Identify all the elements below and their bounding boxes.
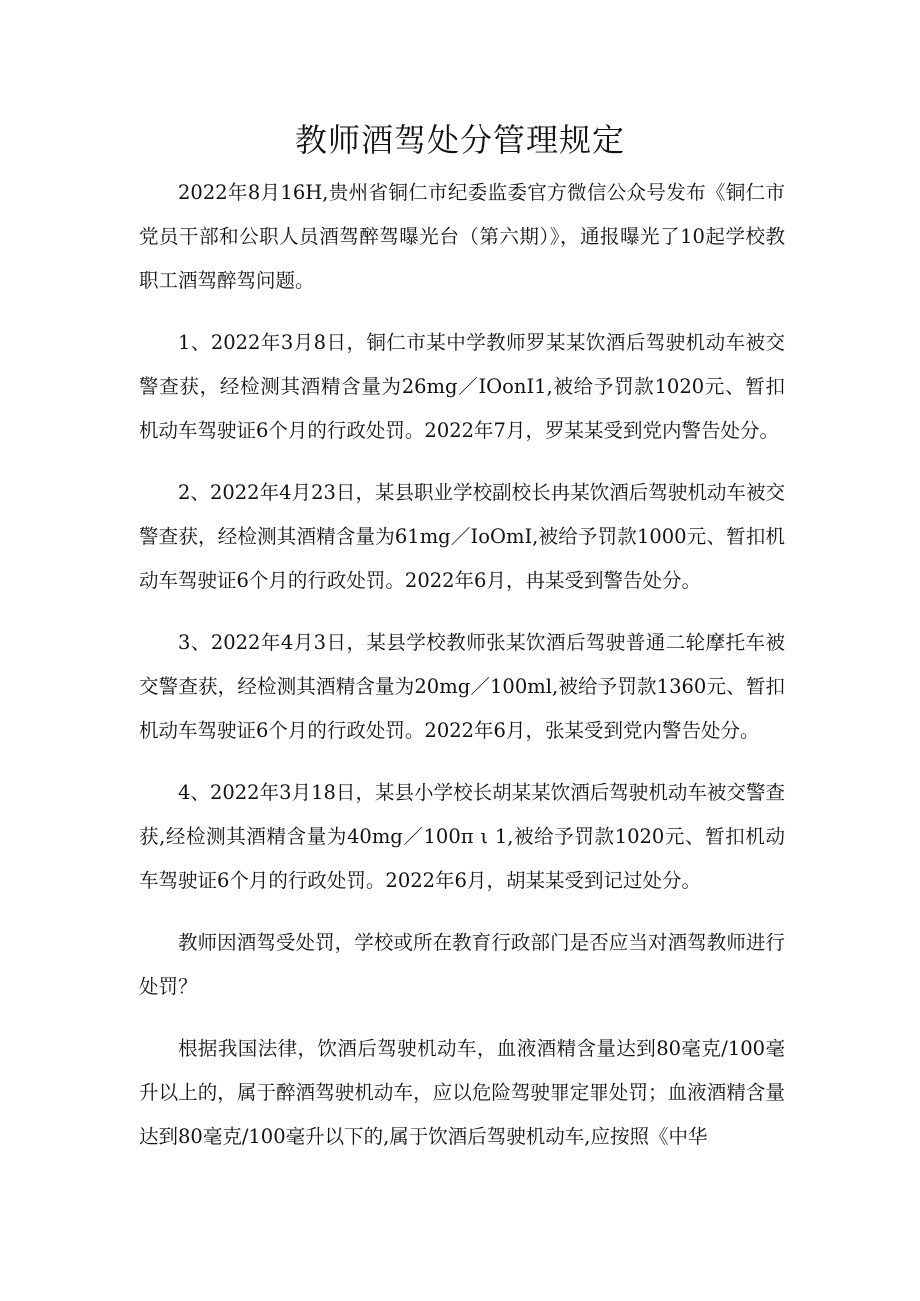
paragraph-case-4: 4、2022年3月18日，某县小学校长胡某某饮酒后驾驶机动车被交警查获,经检测其酒精含量为40mg／100π ι 1,被给予罚款1020元、暂扣机动车驾驶证6个月的行政处罚。2022年6月，胡某某受到记过处分。 bbox=[139, 781, 785, 892]
paragraph-case-2: 2、2022年4月23日，某县职业学校副校长冉某饮酒后驾驶机动车被交警查获，经检测其酒精含量为61mg／IoOmI,被给予罚款1000元、暂扣机动车驾驶证6个月的行政处罚。2022年6月，冉某受到警告处分。 bbox=[139, 481, 785, 592]
paragraph-case-3: 3、2022年4月3日，某县学校教师张某饮酒后驾驶普通二轮摩托车被交警查获，经检测其酒精含量为20mg／100ml,被给予罚款1360元、暂扣机动车驾驶证6个月的行政处罚。2022年6月，张某受到党内警告处分。 bbox=[139, 631, 785, 742]
paragraph-law: 根据我国法律，饮酒后驾驶机动车，血液酒精含量达到80毫克/100毫升以上的，属于醉酒驾驶机动车，应以危险驾驶罪定罪处罚；血液酒精含量达到80毫克/100毫升以下的,属于饮酒后驾驶机动车,应按照《中华 bbox=[139, 1037, 785, 1148]
paragraph-case-1: 1、2022年3月8日，铜仁市某中学教师罗某某饮酒后驾驶机动车被交警查获，经检测其酒精含量为26mg／IOonI1,被给予罚款1020元、暂扣机动车驾驶证6个月的行政处罚。2022年7月，罗某某受到党内警告处分。 bbox=[139, 331, 785, 442]
document-body bbox=[139, 171, 785, 1177]
document-title: 教师酒驾处分管理规定 bbox=[294, 121, 625, 159]
paragraph-question: 教师因酒驾受处罚，学校或所在教育行政部门是否应当对酒驾教师进行处罚？ bbox=[139, 931, 785, 998]
paragraph-intro: 2022年8月16H,贵州省铜仁市纪委监委官方微信公众号发布《铜仁市党员干部和公职人员酒驾醉驾曝光台（第六期）》，通报曝光了10起学校教职工酒驾醉驾问题。 bbox=[139, 181, 785, 292]
